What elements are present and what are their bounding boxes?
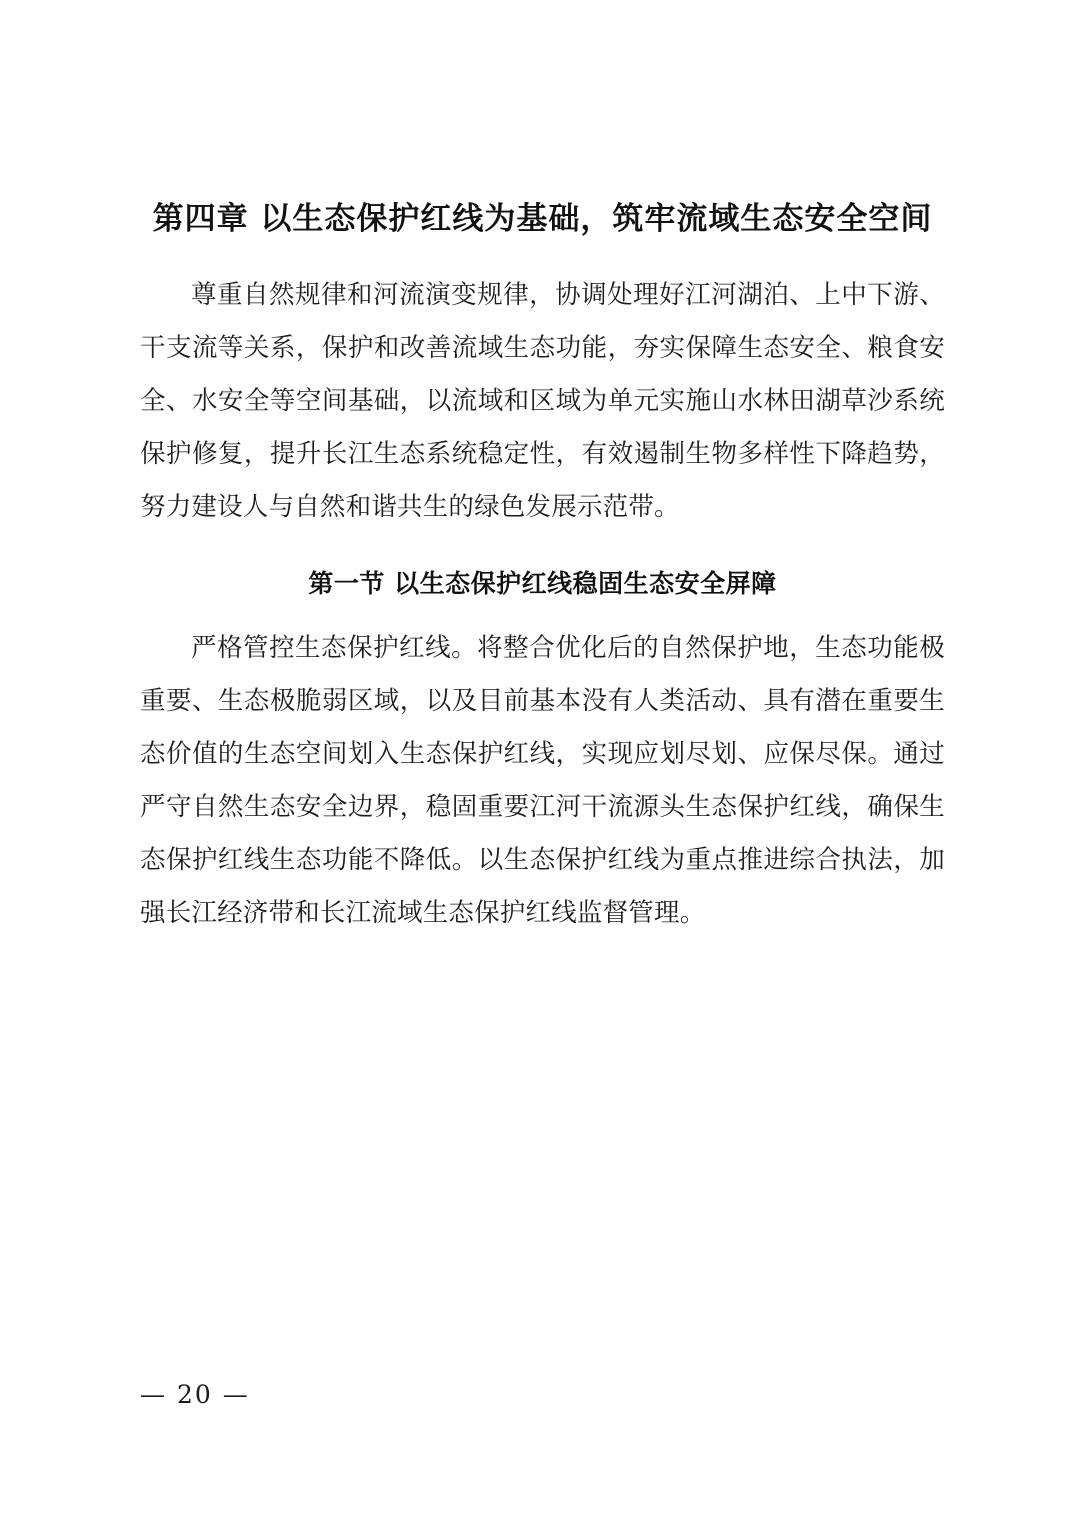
page-content xyxy=(140,196,945,946)
page-number: — 20 — xyxy=(140,1380,250,1409)
section-title: 第一节 以生态保护红线稳固生态安全屏障 xyxy=(308,568,777,598)
section-paragraph: 严格管控生态保护红线。将整合优化后的自然保护地，生态功能极重要、生态极脆弱区域，以及目前基本没有人类活动、具有潜在重要生态价值的生态空间划入生态保护红线，实现应划尽划、应保尽保。通过严守自然生态安全边界，稳固重要江河干流源头生态保护红线，确保生态保护红线生态功能不降低。以生态保护红线为重点推进综合执法，加强长江经济带和长江流域生态保护红线监督管理。 xyxy=(140,632,945,928)
intro-paragraph: 尊重自然规律和河流演变规律，协调处理好江河湖泊、上中下游、干支流等关系，保护和改善流域生态功能，夯实保障生态安全、粮食安全、水安全等空间基础，以流域和区域为单元实施山水林田湖草沙系统保护修复，提升长江生态系统稳定性，有效遏制生物多样性下降趋势，努力建设人与自然和谐共生的绿色发展示范带。 xyxy=(140,279,945,522)
chapter-title: 第四章 以生态保护红线为基础，筑牢流域生态安全空间 xyxy=(152,201,933,237)
